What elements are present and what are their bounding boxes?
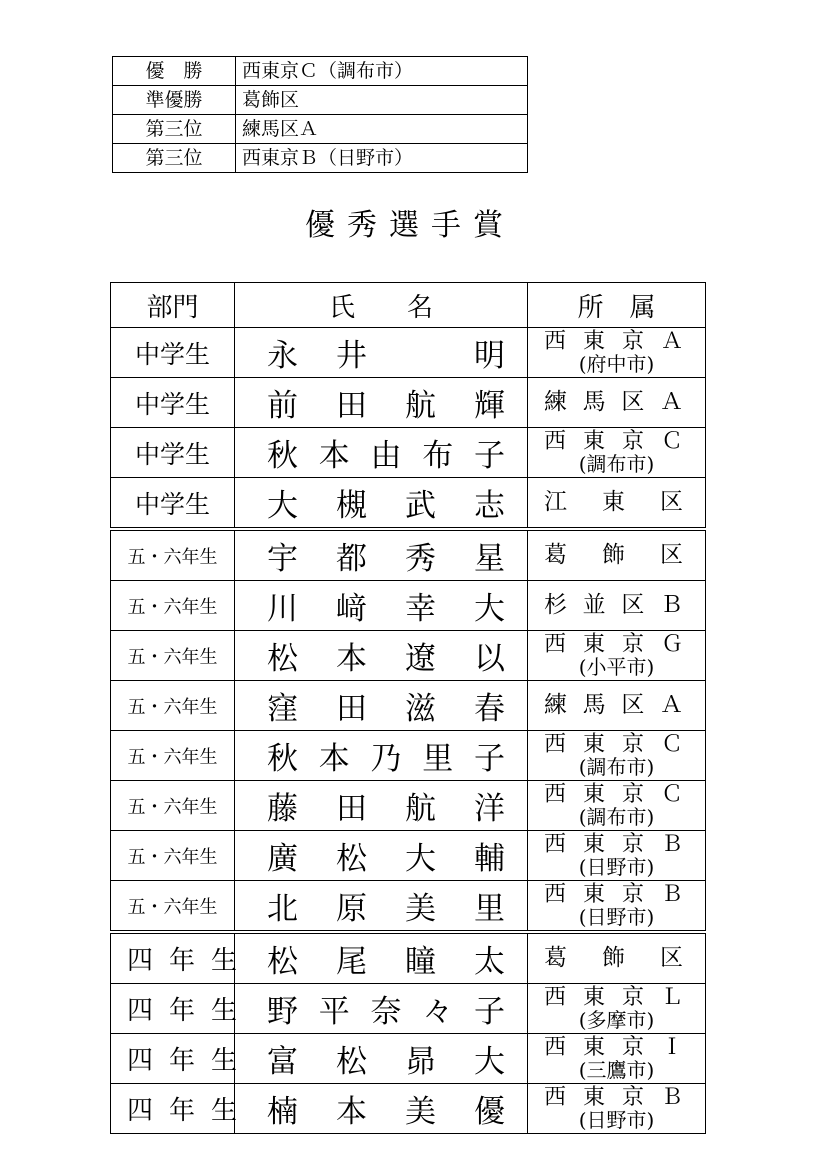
player-row: [111, 328, 706, 378]
player-division: 五・六年生: [111, 581, 235, 631]
result-row: [113, 86, 528, 115]
player-division: 五・六年生: [111, 881, 235, 933]
player-row: [111, 428, 706, 478]
player-division: 四年生: [111, 1034, 235, 1084]
player-row: [111, 1084, 706, 1134]
player-affiliation-cell: [528, 529, 706, 581]
player-row: [111, 631, 706, 681]
player-name: 窪田滋春: [235, 681, 528, 731]
player-affiliation-cell: [528, 681, 706, 731]
player-affiliation: 葛飾区: [544, 945, 687, 971]
player-name: 廣松大輔: [235, 831, 528, 881]
player-city: (日野市): [578, 1108, 655, 1132]
player-row: [111, 529, 706, 581]
player-city: (日野市): [578, 855, 655, 879]
player-affiliation: 西東京Ｌ: [544, 985, 687, 1010]
player-name: 秋本乃里子: [235, 731, 528, 781]
player-city: (三鷹市): [578, 1058, 655, 1082]
player-row: [111, 781, 706, 831]
player-affiliation: 西東京Ｃ: [544, 429, 687, 454]
awards-body: [111, 328, 706, 1134]
player-division: 中学生: [111, 378, 235, 428]
awards-table: [110, 282, 706, 1134]
player-affiliation: 西東京Ａ: [544, 329, 687, 354]
player-affiliation: 練馬区Ａ: [544, 389, 687, 415]
player-affiliation-cell: [528, 731, 706, 781]
player-name: 宇都秀星: [235, 529, 528, 581]
result-team: 練馬区Ａ: [236, 115, 528, 144]
player-affiliation-cell: [528, 428, 706, 478]
player-division: 四年生: [111, 1084, 235, 1134]
player-affiliation: 練馬区Ａ: [544, 692, 687, 718]
result-team: 西東京Ｂ（日野市）: [236, 144, 528, 173]
player-affiliation-cell: [528, 478, 706, 530]
player-division: 五・六年生: [111, 731, 235, 781]
results-body: [113, 57, 528, 173]
player-division: 五・六年生: [111, 781, 235, 831]
player-city: (多摩市): [578, 1008, 655, 1032]
player-affiliation: 西東京Ｉ: [544, 1035, 687, 1060]
player-city: (日野市): [578, 905, 655, 929]
player-affiliation-cell: [528, 932, 706, 984]
player-affiliation: 杉並区Ｂ: [544, 592, 687, 618]
player-division: 五・六年生: [111, 631, 235, 681]
player-row: [111, 1034, 706, 1084]
result-team: 葛飾区: [236, 86, 528, 115]
player-name: 前田航輝: [235, 378, 528, 428]
player-affiliation: 西東京Ｇ: [544, 632, 687, 657]
player-city: (府中市): [578, 352, 655, 376]
player-row: [111, 881, 706, 933]
player-affiliation-cell: [528, 984, 706, 1034]
player-division: 中学生: [111, 428, 235, 478]
player-name: 永井 明: [235, 328, 528, 378]
player-affiliation-cell: [528, 781, 706, 831]
player-row: [111, 581, 706, 631]
header-name: 氏 名: [235, 283, 528, 328]
player-affiliation: 西東京Ｂ: [544, 1085, 687, 1110]
player-row: [111, 831, 706, 881]
player-row: [111, 681, 706, 731]
player-division: 四年生: [111, 984, 235, 1034]
player-affiliation: 西東京Ｂ: [544, 832, 687, 857]
result-place: 準優勝: [113, 86, 236, 115]
awards-header-row: [111, 283, 706, 328]
player-affiliation-cell: [528, 1034, 706, 1084]
player-affiliation-cell: [528, 581, 706, 631]
player-row: [111, 478, 706, 530]
player-affiliation-cell: [528, 881, 706, 933]
result-place: 第三位: [113, 144, 236, 173]
results-table: [112, 56, 528, 173]
player-name: 楠本美優: [235, 1084, 528, 1134]
player-division: 五・六年生: [111, 681, 235, 731]
player-name: 松本遼以: [235, 631, 528, 681]
player-affiliation: 西東京Ｂ: [544, 882, 687, 907]
player-city: (調布市): [578, 805, 655, 829]
player-name: 松尾瞳太: [235, 932, 528, 984]
player-city: (小平市): [578, 655, 655, 679]
player-name: 藤田航洋: [235, 781, 528, 831]
player-city: (調布市): [578, 755, 655, 779]
result-place: 第三位: [113, 115, 236, 144]
player-name: 北原美里: [235, 881, 528, 933]
result-row: [113, 57, 528, 86]
player-row: [111, 932, 706, 984]
result-team: 西東京Ｃ（調布市）: [236, 57, 528, 86]
player-division: 四年生: [111, 932, 235, 984]
player-affiliation-cell: [528, 328, 706, 378]
player-name: 富松昴大: [235, 1034, 528, 1084]
result-row: [113, 115, 528, 144]
player-name: 秋本由布子: [235, 428, 528, 478]
player-division: 五・六年生: [111, 529, 235, 581]
player-division: 中学生: [111, 478, 235, 530]
player-affiliation: 西東京Ｃ: [544, 782, 687, 807]
player-row: [111, 378, 706, 428]
player-affiliation: 葛飾区: [544, 542, 687, 568]
player-city: (調布市): [578, 452, 655, 476]
result-place: 優 勝: [113, 57, 236, 86]
player-affiliation-cell: [528, 631, 706, 681]
player-division: 五・六年生: [111, 831, 235, 881]
player-affiliation-cell: [528, 831, 706, 881]
player-affiliation-cell: [528, 1084, 706, 1134]
player-row: [111, 731, 706, 781]
player-name: 大槻武志: [235, 478, 528, 530]
player-name: 川﨑幸大: [235, 581, 528, 631]
player-division: 中学生: [111, 328, 235, 378]
player-affiliation: 江東区: [544, 489, 687, 515]
header-affiliation: 所 属: [528, 283, 706, 328]
result-row: [113, 144, 528, 173]
player-name: 野平奈々子: [235, 984, 528, 1034]
player-affiliation: 西東京Ｃ: [544, 732, 687, 757]
award-title: 優秀選手賞: [305, 208, 515, 243]
header-division: 部門: [111, 283, 235, 328]
player-affiliation-cell: [528, 378, 706, 428]
player-row: [111, 984, 706, 1034]
